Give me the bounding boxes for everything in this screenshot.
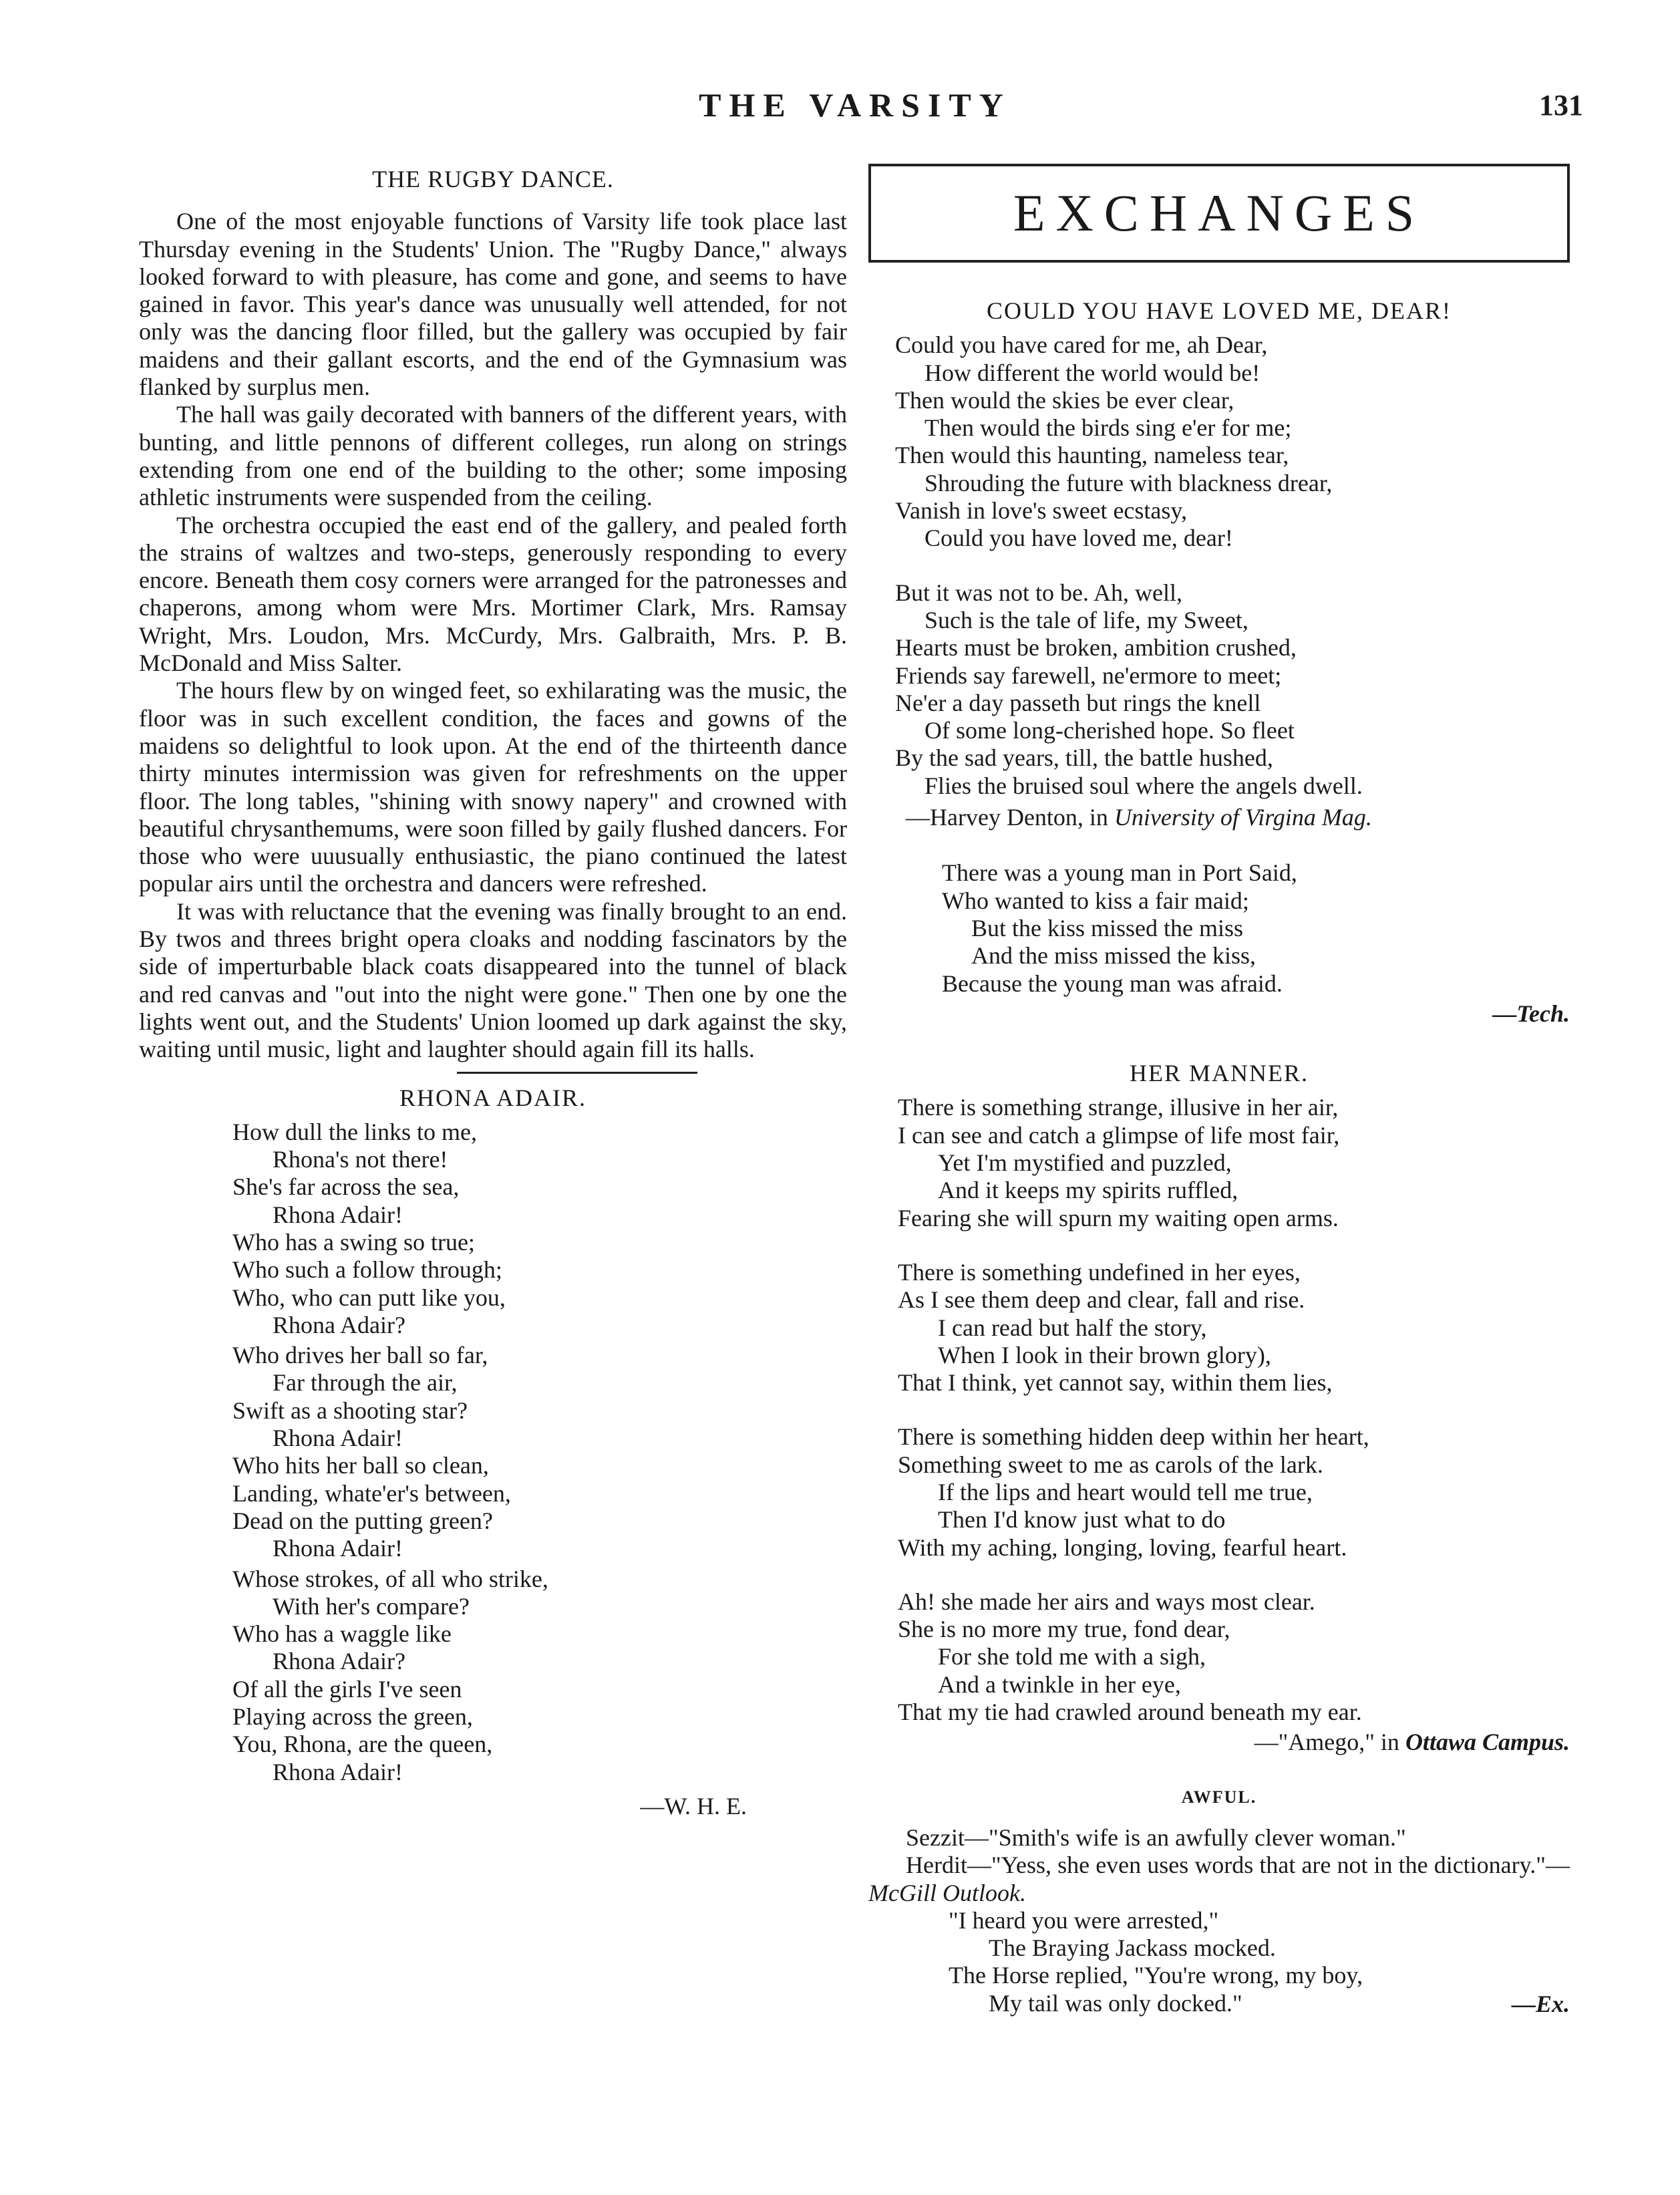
awful-line: Sezzit—"Smith's wife is an awfully clever woman." [906, 1823, 1406, 1851]
rugby-dance-body [139, 208, 847, 1063]
poem-line: There is something strange, illusive in her air, [898, 1094, 1339, 1121]
poem-line: Who such a follow through; [232, 1256, 502, 1284]
poem-line: Rhona Adair! [273, 1535, 403, 1562]
poem-stanza [895, 331, 1570, 552]
poem-line: With my aching, longing, loving, fearful heart. [898, 1533, 1347, 1561]
poem-stanza [232, 1566, 847, 1786]
poem-line: Rhona Adair? [273, 1311, 405, 1338]
poem-line: Shrouding the future with blackness drear, [925, 469, 1333, 496]
poem-line: The Horse replied, "You're wrong, my boy, [949, 1962, 1363, 1989]
poem-stanza [232, 1342, 847, 1562]
running-title: THE VARSITY [699, 86, 1011, 124]
rhona-signature: —W. H. E. [640, 1792, 747, 1819]
poem-stanza [898, 1094, 1570, 1231]
paragraph: The orchestra occupied the east end of the gallery, and pealed forth the strains of waltzes and two-steps, generously responding to every encore. Beneath them cosy corners were arranged for the patronesses and chaperons, among whom were Mrs. Mortimer Clark, Mrs. Ramsay Wright, Mrs. Loudon, Mrs. McCurdy, Mrs. Galbraith, Mrs. P. B. McDonald and Miss Salter. [139, 511, 847, 677]
poem-line: By the sad years, till, the battle hushed, [895, 744, 1273, 772]
right-column [868, 164, 1570, 2018]
attribution-prefix: —"Amego," in [1254, 1729, 1405, 1756]
poem-line: Then would the birds sing e'er for me; [925, 414, 1292, 442]
poem-line: Dead on the putting green? [232, 1507, 493, 1534]
poem-line: "I heard you were arrested," [949, 1906, 1219, 1934]
limerick-poem [942, 859, 1570, 997]
section-divider [457, 1072, 697, 1074]
limerick-attribution: —Tech. [1492, 1000, 1570, 1027]
poem-line: Then would this haunting, nameless tear, [895, 442, 1289, 469]
poem-line: Friends say farewell, ne'ermore to meet; [895, 662, 1282, 689]
poem-line: How different the world would be! [925, 359, 1261, 386]
poem-line: Could you have cared for me, ah Dear, [895, 331, 1268, 359]
poem-line: Could you have loved me, dear! [925, 525, 1233, 552]
page-number: 131 [1539, 89, 1583, 122]
poem-line: Hearts must be broken, ambition crushed, [895, 634, 1297, 662]
poem-line: Ne'er a day passeth but rings the knell [895, 689, 1261, 716]
poem-line: Rhona Adair! [273, 1425, 403, 1452]
poem-stanza [898, 1588, 1570, 1726]
poem-stanza [898, 1259, 1570, 1397]
poem-line: But it was not to be. Ah, well, [895, 579, 1182, 606]
poem-line: Because the young man was afraid. [942, 970, 1283, 997]
poem-line: That my tie had crawled around beneath my ear. [898, 1699, 1362, 1726]
poem-line: Whose strokes, of all who strike, [232, 1565, 548, 1592]
poem-line: Who has a waggle like [232, 1620, 452, 1648]
poem-line: For she told me with a sigh, [938, 1643, 1206, 1670]
loved-title: COULD YOU HAVE LOVED ME, DEAR! [987, 297, 1452, 324]
poem-line: There was a young man in Port Said, [942, 859, 1297, 887]
poem-stanza [895, 579, 1570, 800]
poem-line: Rhona's not there! [273, 1146, 448, 1173]
poem-line: Rhona Adair! [273, 1758, 403, 1785]
manner-poem [898, 1094, 1570, 1726]
poem-line: How dull the links to me, [232, 1118, 477, 1145]
poem-line: And the miss missed the kiss, [971, 942, 1256, 970]
manner-title: HER MANNER. [1129, 1060, 1309, 1087]
attribution-source: Ottawa Campus. [1405, 1729, 1570, 1756]
poem-line: Of all the girls I've seen [232, 1675, 462, 1703]
poem-line: And a twinkle in her eye, [938, 1670, 1181, 1698]
poem-line: Vanish in love's sweet ecstasy, [895, 497, 1188, 525]
poem-line: My tail was only docked." [989, 1989, 1242, 2017]
poem-stanza [232, 1119, 847, 1339]
left-column [139, 166, 847, 1820]
poem-line: Playing across the green, [232, 1703, 473, 1731]
loved-attribution [906, 804, 1570, 831]
poem-line: There is something undefined in her eyes, [898, 1258, 1301, 1286]
paragraph: It was with reluctance that the evening was finally brought to an end. By twos and threes bright opera cloaks and nodding fascinators by the side of imperturbable black coats disappeared into the tunnel of black and red canvas and "out into the night were gone." Then one by one the lights went out, and the Students' Union loomed up dark against the sky, waiting until music, light and laughter should again fill its halls. [139, 897, 847, 1063]
poem-line: There is something hidden deep within her heart, [898, 1423, 1369, 1451]
poem-line: I can read but half the story, [938, 1314, 1207, 1341]
paragraph: One of the most enjoyable functions of Varsity life took place last Thursday evening in the Students' Union. The "Rugby Dance," always looked forward to with pleasure, has come and gone, and seems to have gained in favor. This year's dance was unusually well attended, for not only was the dancing floor filled, but the gallery was occupied by fair maidens and their gallant escorts, and the end of the Gymnasium was flanked by surplus men. [139, 208, 847, 401]
attribution-source: University of Virgina Mag. [1114, 804, 1372, 831]
awful-source: McGill Outlook. [868, 1879, 1026, 1906]
poem-line: With her's compare? [273, 1592, 470, 1620]
poem-line: Rhona Adair! [273, 1201, 403, 1228]
exchanges-masthead [868, 164, 1570, 263]
poem-line: Of some long-cherished hope. So fleet [925, 717, 1295, 744]
awful-line-text: Herdit—"Yess, she even uses words that are not in the dictionary."— [906, 1852, 1570, 1879]
awful-title: AWFUL. [1181, 1787, 1257, 1807]
poem-line: Swift as a shooting star? [232, 1397, 468, 1424]
paragraph: The hall was gaily decorated with banners of the different years, with bunting, and little pennons of different colleges, run along on strings extending from one end of the building to the other; some imposing athletic instruments were suspended from the ceiling. [139, 401, 847, 511]
poem-line: Who wanted to kiss a fair maid; [942, 887, 1249, 914]
exchanges-title: EXCHANGES [1013, 184, 1425, 243]
poem-line: The Braying Jackass mocked. [989, 1934, 1276, 1962]
poem-line: Yet I'm mystified and puzzled, [938, 1149, 1232, 1177]
poem-line: As I see them deep and clear, fall and rise. [898, 1286, 1305, 1314]
poem-line: If the lips and heart would tell me true, [938, 1478, 1313, 1505]
poem-line: When I look in their brown glory), [938, 1341, 1271, 1368]
poem-line: That I think, yet cannot say, within them lies, [898, 1369, 1333, 1397]
poem-line: You, Rhona, are the queen, [232, 1731, 493, 1758]
awful-attribution: —Ex. [1511, 1991, 1570, 2018]
poem-line: Then I'd know just what to do [938, 1506, 1226, 1533]
poem-line: Rhona Adair? [273, 1648, 405, 1675]
poem-line: Fearing she will spurn my waiting open arms. [898, 1204, 1339, 1231]
poem-line: Who, who can putt like you, [232, 1284, 506, 1311]
rhona-poem [232, 1119, 847, 1786]
manner-attribution [868, 1729, 1570, 1756]
poem-line: Then would the skies be ever clear, [895, 386, 1234, 414]
poem-line: Far through the air, [273, 1369, 458, 1397]
poem-line: Who hits her ball so clean, [232, 1452, 489, 1479]
poem-line: But the kiss missed the miss [971, 914, 1244, 941]
poem-line: Something sweet to me as carols of the lark. [898, 1451, 1323, 1478]
poem-line: Ah! she made her airs and ways most clear. [898, 1588, 1315, 1615]
poem-line: Who drives her ball so far, [232, 1342, 488, 1369]
attribution-prefix: —Harvey Denton, in [906, 804, 1114, 831]
rugby-dance-title: THE RUGBY DANCE. [372, 166, 614, 192]
poem-line: Such is the tale of life, my Sweet, [925, 606, 1248, 633]
awful-line [868, 1852, 1570, 1907]
poem-stanza [898, 1423, 1570, 1561]
rhona-title: RHONA ADAIR. [399, 1084, 587, 1111]
poem-line: She's far across the sea, [232, 1173, 460, 1201]
poem-line: I can see and catch a glimpse of life most fair, [898, 1121, 1340, 1149]
poem-line: Flies the bruised soul where the angels dwell. [925, 772, 1363, 799]
awful-prose [868, 1824, 1570, 1907]
poem-line: Who has a swing so true; [232, 1228, 475, 1256]
loved-poem [895, 331, 1570, 800]
poem-line: She is no more my true, fond dear, [898, 1616, 1230, 1643]
paragraph: The hours flew by on winged feet, so exhilarating was the music, the floor was in such excellent condition, the faces and gowns of the maidens so delightful to look upon. At the end of the thirteenth dance thirty minutes intermission was given for refreshments on the upper floor. The long tables, "shining with snowy napery" and crowned with beautiful chrysanthemums, were soon filled by gaily flushed dancers. For those who were uuusually enthusiastic, the piano continued the latest popular airs until the orchestra and dancers were refreshed. [139, 677, 847, 897]
poem-line: And it keeps my spirits ruffled, [938, 1177, 1238, 1204]
poem-line: Landing, whate'er's between, [232, 1479, 511, 1507]
